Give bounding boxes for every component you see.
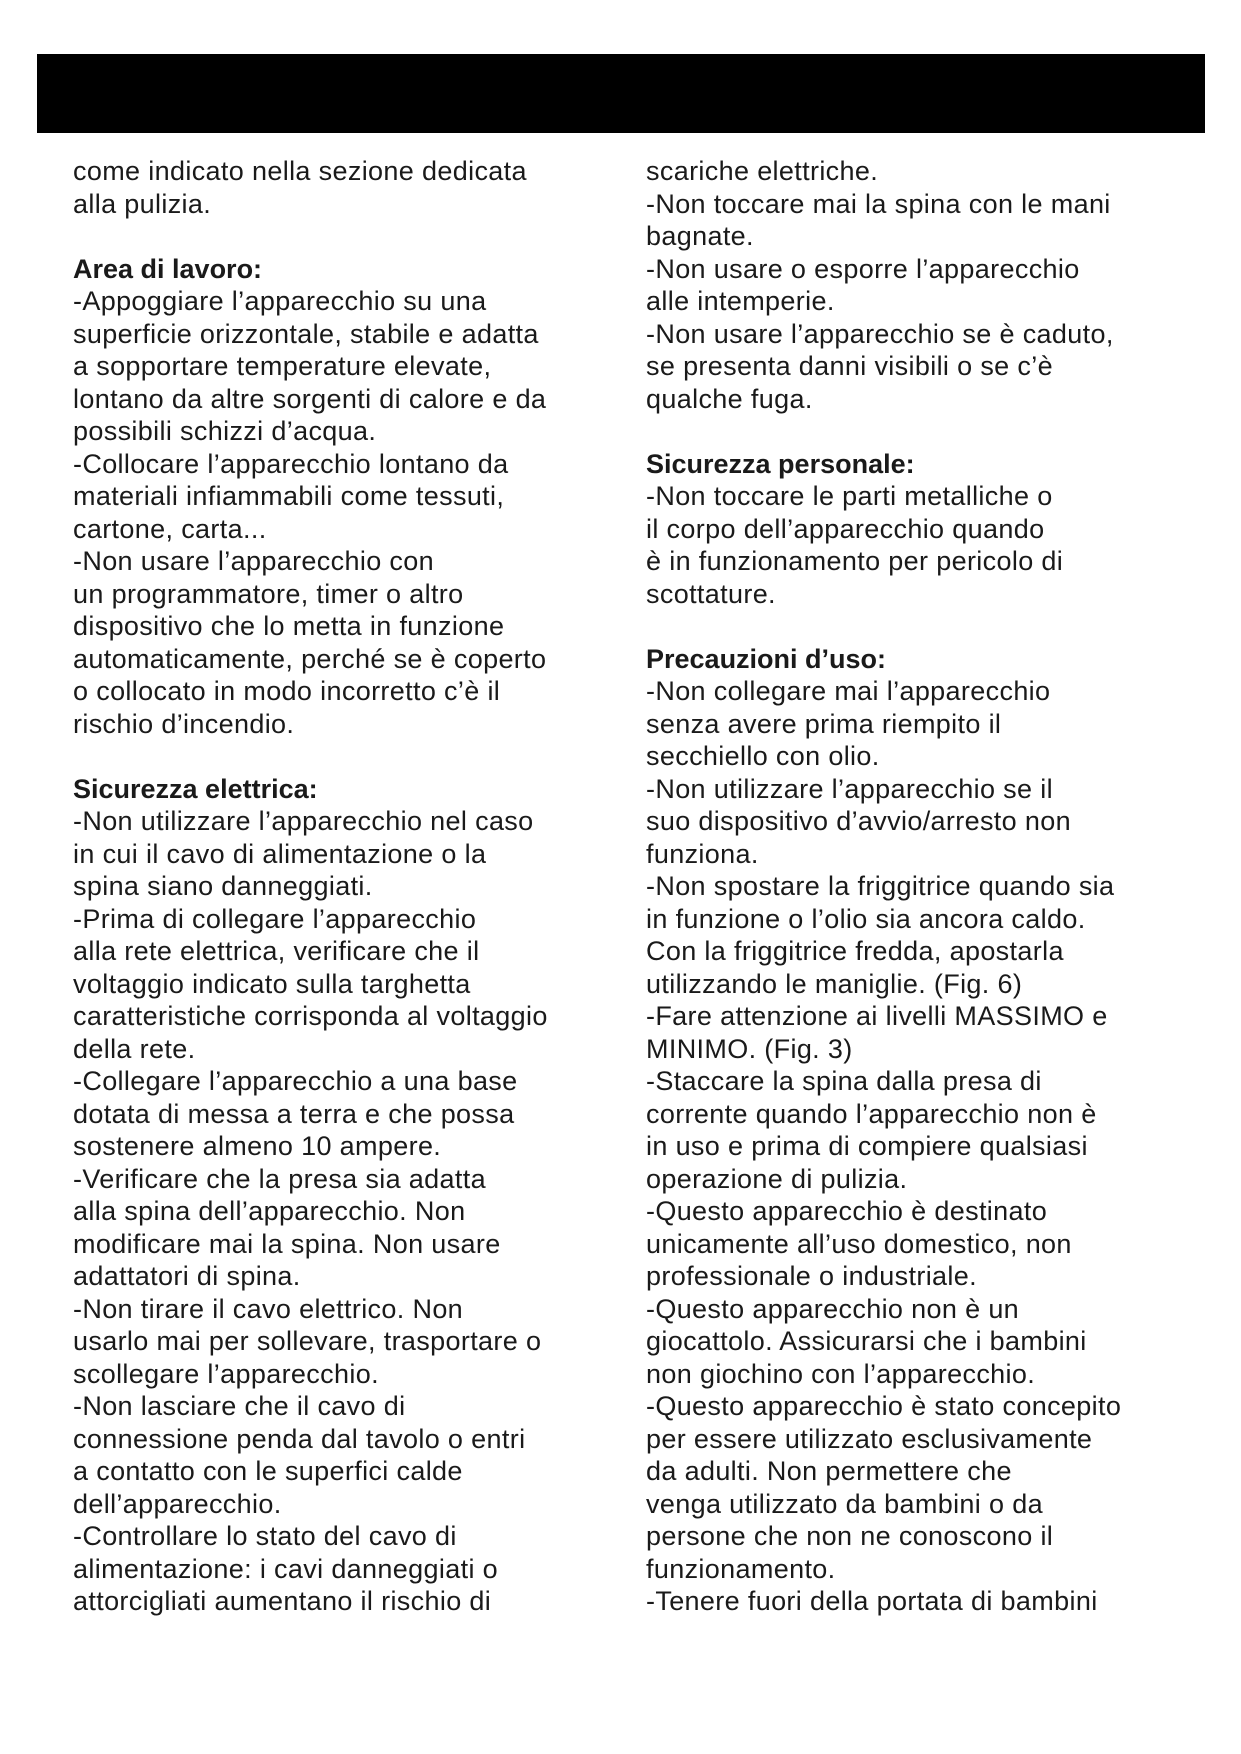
- text-line: a contatto con le superfici calde: [73, 1456, 463, 1486]
- text-line: -Verificare che la presa sia adatta: [73, 1163, 486, 1194]
- text-line: modificare mai la spina. Non usare: [73, 1228, 501, 1259]
- text-line: -Non utilizzare l’apparecchio nel caso: [73, 806, 534, 836]
- text-line: è in funzionamento per pericolo di: [646, 546, 1064, 576]
- text-line: alla pulizia.: [73, 188, 212, 219]
- text-line: possibili schizzi d’acqua.: [73, 416, 377, 446]
- text-line: della rete.: [73, 1033, 196, 1064]
- text-line: persone che non ne conoscono il: [646, 1521, 1054, 1551]
- text-line: MINIMO. (Fig. 3): [646, 1033, 853, 1064]
- text-line: -Non lasciare che il cavo di: [73, 1391, 406, 1421]
- text-line: a sopportare temperature elevate,: [73, 351, 492, 381]
- text-line: cartone, carta...: [73, 513, 267, 544]
- section-sicurezza-elettrica: [73, 773, 603, 1618]
- text-line: corrente quando l’apparecchio non è: [646, 1098, 1097, 1129]
- text-line: operazione di pulizia.: [646, 1163, 908, 1194]
- text-line: funzionamento.: [646, 1553, 836, 1584]
- text-line: adattatori di spina.: [73, 1261, 301, 1291]
- text-line: automaticamente, perché se è coperto: [73, 643, 547, 674]
- text-line: secchiello con olio.: [646, 741, 880, 771]
- text-line: un programmatore, timer o altro: [73, 578, 464, 609]
- text-line: -Questo apparecchio è destinato: [646, 1196, 1048, 1226]
- section-precauzioni-duso: [646, 643, 1176, 1618]
- text-line: rischio d’incendio.: [73, 708, 295, 739]
- text-line: senza avere prima riempito il: [646, 708, 1002, 739]
- text-line: alla rete elettrica, verificare che il: [73, 936, 480, 966]
- section-heading: Precauzioni d’uso:: [646, 643, 887, 674]
- text-line: connessione penda dal tavolo o entri: [73, 1423, 526, 1454]
- text-line: attorcigliati aumentano il rischio di: [73, 1586, 492, 1616]
- text-line: o collocato in modo incorretto c’è il: [73, 676, 501, 706]
- text-line: utilizzando le maniglie. (Fig. 6): [646, 968, 1023, 999]
- text-line: alimentazione: i cavi danneggiati o: [73, 1553, 499, 1584]
- text-line: bagnate.: [646, 221, 754, 251]
- text-line: -Appoggiare l’apparecchio su una: [73, 286, 487, 316]
- text-line: -Prima di collegare l’apparecchio: [73, 903, 477, 934]
- section-heading: Area di lavoro:: [73, 253, 263, 284]
- section-heading: Sicurezza elettrica:: [73, 773, 318, 804]
- text-line: funziona.: [646, 838, 759, 869]
- text-line: in uso e prima di compiere qualsiasi: [646, 1131, 1088, 1161]
- text-line: dotata di messa a terra e che possa: [73, 1098, 515, 1129]
- text-line: materiali infiammabili come tessuti,: [73, 481, 505, 511]
- text-line: caratteristiche corrisponda al voltaggio: [73, 1001, 548, 1031]
- text-line: -Questo apparecchio non è un: [646, 1293, 1020, 1324]
- left-column: [73, 155, 603, 1618]
- text-line: -Non toccare le parti metalliche o: [646, 481, 1053, 511]
- text-line: dell’apparecchio.: [73, 1488, 282, 1519]
- text-line: -Non usare l’apparecchio se è caduto,: [646, 318, 1114, 349]
- text-line: per essere utilizzato esclusivamente: [646, 1423, 1093, 1454]
- text-line: -Tenere fuori della portata di bambini: [646, 1586, 1098, 1616]
- text-line: scariche elettriche.: [646, 156, 879, 186]
- right-column: [646, 155, 1176, 1618]
- text-line: se presenta danni visibili o se c’è: [646, 351, 1053, 381]
- text-line: -Non usare l’apparecchio con: [73, 546, 434, 576]
- text-line: suo dispositivo d’avvio/arresto non: [646, 806, 1071, 836]
- text-line: da adulti. Non permettere che: [646, 1456, 1012, 1486]
- text-line: qualche fuga.: [646, 383, 813, 414]
- text-line: dispositivo che lo metta in funzione: [73, 611, 505, 641]
- text-line: usarlo mai per sollevare, trasportare o: [73, 1326, 542, 1356]
- text-line: -Non utilizzare l’apparecchio se il: [646, 773, 1053, 804]
- text-line: spina siano danneggiati.: [73, 871, 373, 901]
- header-bar: [37, 54, 1205, 133]
- text-line: -Collegare l’apparecchio a una base: [73, 1066, 518, 1096]
- text-line: -Non toccare mai la spina con le mani: [646, 188, 1111, 219]
- text-line: -Non collegare mai l’apparecchio: [646, 676, 1051, 706]
- text-line: -Non tirare il cavo elettrico. Non: [73, 1293, 464, 1324]
- text-line: il corpo dell’apparecchio quando: [646, 513, 1045, 544]
- text-line: -Questo apparecchio è stato concepito: [646, 1391, 1122, 1421]
- text-line: lontano da altre sorgenti di calore e da: [73, 383, 547, 414]
- left-intro: [73, 155, 603, 220]
- text-line: -Non spostare la friggitrice quando sia: [646, 871, 1115, 901]
- text-line: giocattolo. Assicurarsi che i bambini: [646, 1326, 1087, 1356]
- text-line: -Fare attenzione ai livelli MASSIMO e: [646, 1001, 1108, 1031]
- text-line: voltaggio indicato sulla targhetta: [73, 968, 471, 999]
- section-heading: Sicurezza personale:: [646, 448, 915, 479]
- text-line: sostenere almeno 10 ampere.: [73, 1131, 442, 1161]
- text-line: -Controllare lo stato del cavo di: [73, 1521, 457, 1551]
- text-line: unicamente all’uso domestico, non: [646, 1228, 1072, 1259]
- section-sicurezza-personale: [646, 448, 1176, 611]
- text-line: venga utilizzato da bambini o da: [646, 1488, 1043, 1519]
- text-line: alle intemperie.: [646, 286, 835, 316]
- right-intro: [646, 155, 1176, 415]
- text-line: alla spina dell’apparecchio. Non: [73, 1196, 466, 1226]
- text-line: -Collocare l’apparecchio lontano da: [73, 448, 509, 479]
- text-line: come indicato nella sezione dedicata: [73, 156, 527, 186]
- text-line: superficie orizzontale, stabile e adatta: [73, 318, 539, 349]
- text-line: in cui il cavo di alimentazione o la: [73, 838, 487, 869]
- text-line: professionale o industriale.: [646, 1261, 977, 1291]
- text-line: scottature.: [646, 578, 776, 609]
- section-area-di-lavoro: [73, 253, 603, 741]
- text-line: -Non usare o esporre l’apparecchio: [646, 253, 1080, 284]
- text-line: scollegare l’apparecchio.: [73, 1358, 379, 1389]
- text-line: non giochino con l’apparecchio.: [646, 1358, 1036, 1389]
- text-line: in funzione o l’olio sia ancora caldo.: [646, 903, 1086, 934]
- text-line: -Staccare la spina dalla presa di: [646, 1066, 1042, 1096]
- text-line: Con la friggitrice fredda, apostarla: [646, 936, 1064, 966]
